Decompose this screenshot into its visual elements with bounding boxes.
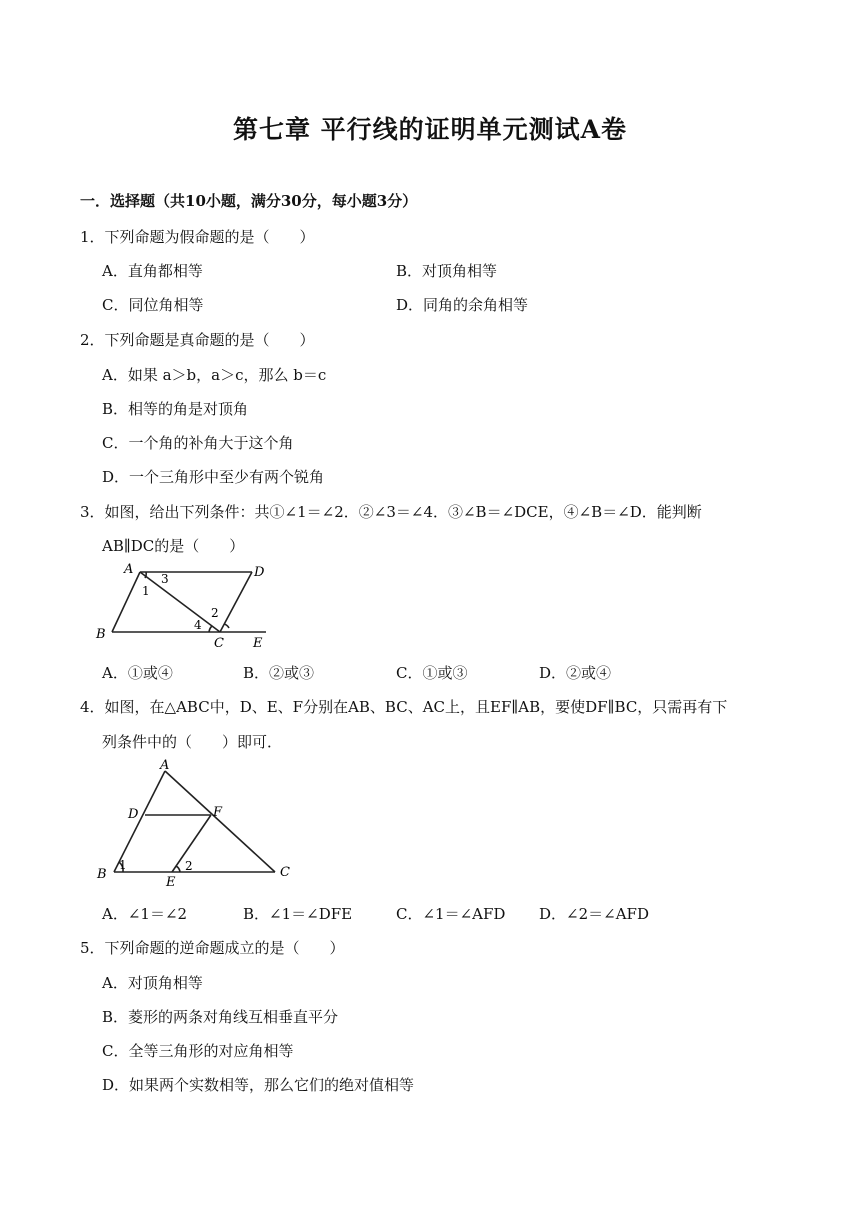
q3-option-d: D．②或④ bbox=[539, 664, 612, 682]
q4-fig-label-e: E bbox=[166, 875, 176, 890]
q3-fig-angle-1: 1 bbox=[142, 584, 150, 598]
q2-option-c: C．一个角的补角大于这个角 bbox=[102, 434, 294, 452]
q3-fig-label-a: A bbox=[124, 562, 134, 577]
q1-option-d: D．同角的余角相等 bbox=[396, 296, 529, 314]
q3-fig-label-b: B bbox=[96, 627, 106, 642]
q3-option-c: C．①或③ bbox=[396, 664, 468, 682]
q3-fig-angle-4: 4 bbox=[194, 618, 202, 632]
q1-option-b: B．对顶角相等 bbox=[396, 262, 498, 280]
q3-option-a: A．①或④ bbox=[102, 664, 173, 682]
q3-stem-line1: 3．如图，给出下列条件：共①∠1＝∠2．②∠3＝∠4．③∠B＝∠DCE，④∠B＝∠D．能判断 bbox=[80, 503, 702, 521]
q3-fig-angle-3: 3 bbox=[161, 572, 169, 586]
q1-option-c: C．同位角相等 bbox=[102, 296, 204, 314]
q4-fig-label-a: A bbox=[160, 758, 170, 773]
q4-fig-angle-2: 2 bbox=[185, 859, 193, 873]
q3-figure bbox=[90, 560, 280, 652]
section-heading: 一．选择题（共10小题，满分30分，每小题3分） bbox=[80, 192, 418, 210]
q4-fig-label-c: C bbox=[280, 865, 290, 880]
q4-fig-label-d: D bbox=[128, 807, 139, 822]
q5-option-c: C．全等三角形的对应角相等 bbox=[102, 1042, 294, 1060]
q3-option-b: B．②或③ bbox=[243, 664, 315, 682]
q3-fig-angle-2: 2 bbox=[211, 606, 219, 620]
q1-stem: 1．下列命题为假命题的是（ ） bbox=[80, 228, 315, 246]
q2-option-d: D．一个三角形中至少有两个锐角 bbox=[102, 468, 325, 486]
q4-stem-line2: 列条件中的（ ）即可． bbox=[102, 733, 283, 751]
q3-stem-line2: AB∥DC的是（ ） bbox=[102, 537, 245, 555]
q4-fig-label-f: F bbox=[213, 805, 223, 820]
q2-option-b: B．相等的角是对顶角 bbox=[102, 400, 249, 418]
q2-stem: 2．下列命题是真命题的是（ ） bbox=[80, 331, 315, 349]
q5-option-a: A．对顶角相等 bbox=[102, 974, 203, 992]
q4-fig-label-b: B bbox=[97, 867, 107, 882]
q2-option-a: A．如果 a＞b，a＞c，那么 b＝c bbox=[102, 366, 327, 384]
q4-option-b: B．∠1＝∠DFE bbox=[243, 905, 353, 923]
q4-option-a: A．∠1＝∠2 bbox=[102, 905, 188, 923]
q4-figure bbox=[92, 756, 302, 891]
q3-fig-label-d: D bbox=[254, 565, 265, 580]
q3-fig-label-e: E bbox=[253, 636, 263, 651]
q5-option-d: D．如果两个实数相等，那么它们的绝对值相等 bbox=[102, 1076, 415, 1094]
q4-fig-angle-1: 1 bbox=[119, 858, 127, 872]
q5-option-b: B．菱形的两条对角线互相垂直平分 bbox=[102, 1008, 339, 1026]
q4-option-d: D．∠2＝∠AFD bbox=[539, 905, 649, 923]
q1-option-a: A．直角都相等 bbox=[102, 262, 203, 280]
page-title: 第七章 平行线的证明单元测试A卷 bbox=[232, 115, 628, 144]
q4-option-c: C．∠1＝∠AFD bbox=[396, 905, 506, 923]
q4-stem-line1: 4．如图，在△ABC中，D、E、F分别在AB、BC、AC上，且EF∥AB，要使DF∥BC，只需再有下 bbox=[80, 698, 728, 716]
q5-stem: 5．下列命题的逆命题成立的是（ ） bbox=[80, 939, 345, 957]
q3-fig-label-c: C bbox=[214, 636, 224, 651]
